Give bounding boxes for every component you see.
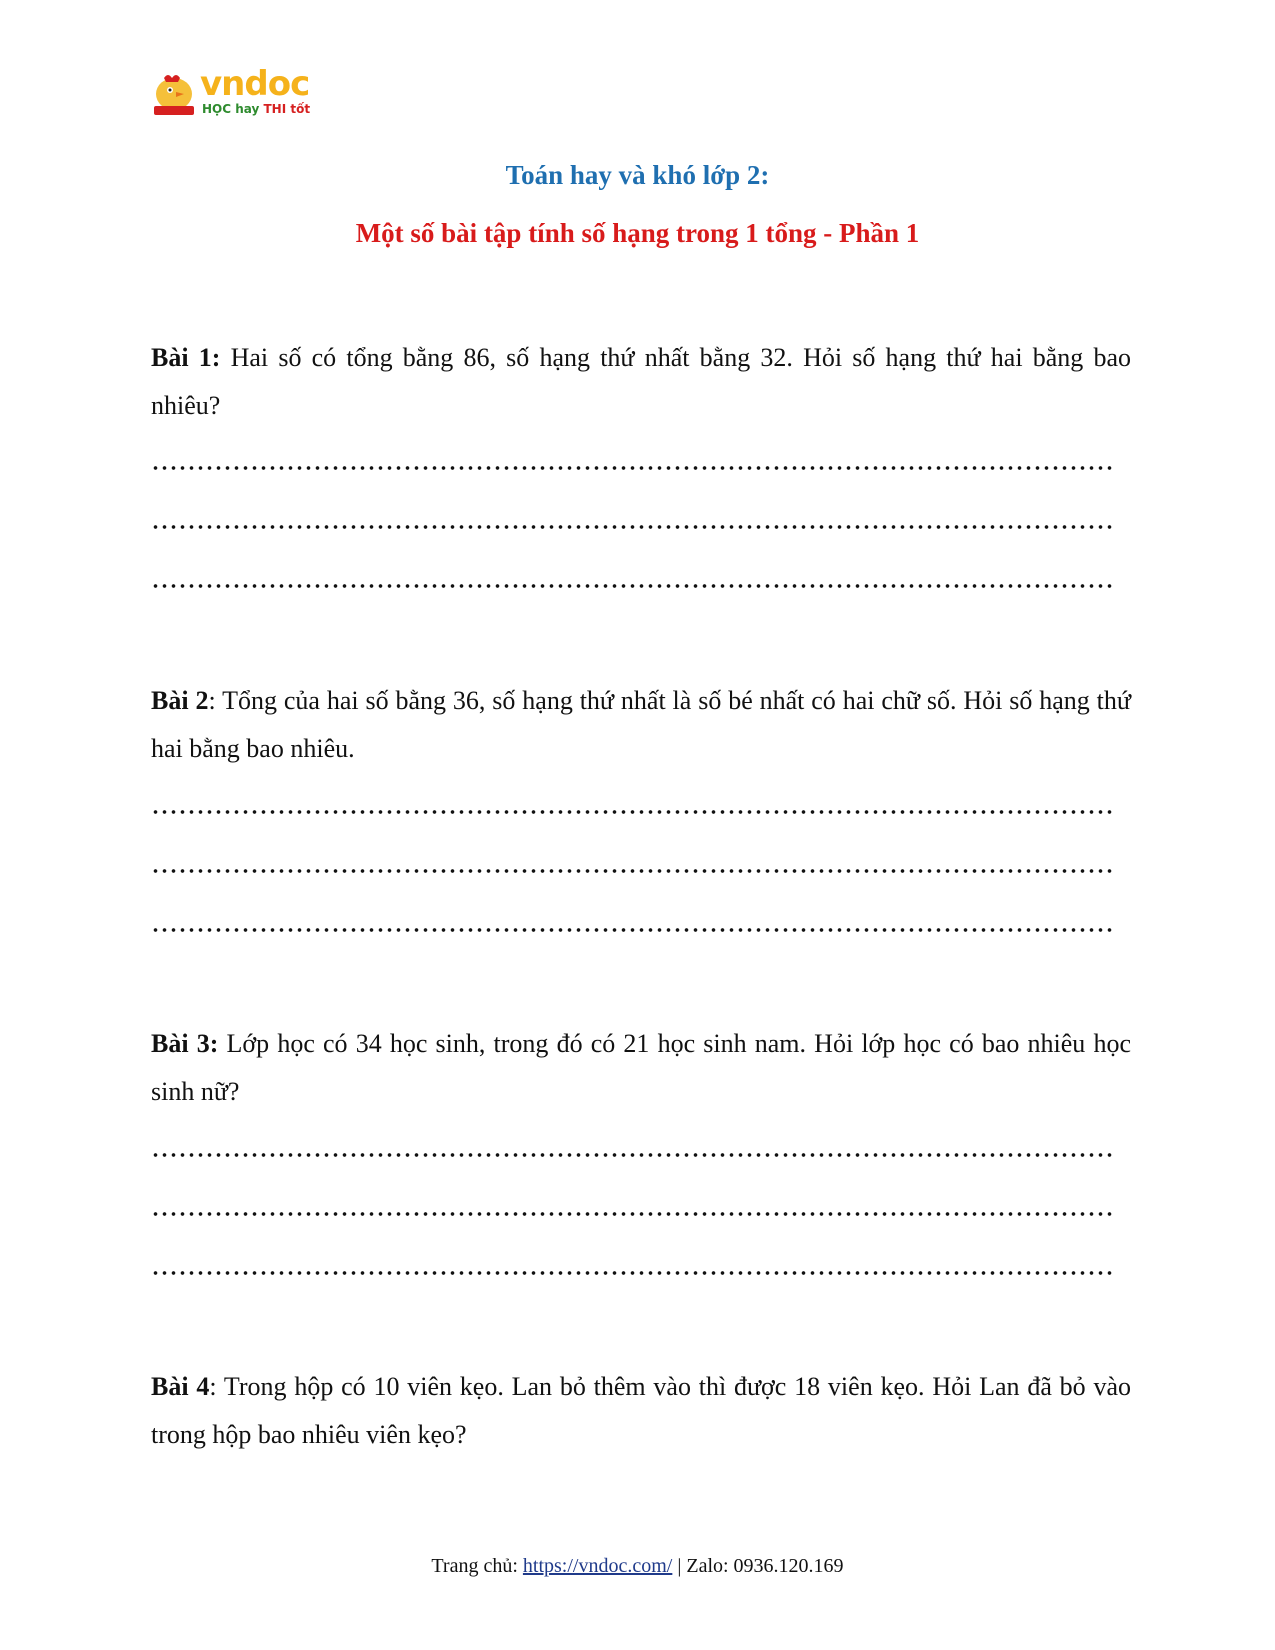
homepage-link[interactable]: https://vndoc.com/ (522, 1555, 673, 1577)
page-footer (0, 1555, 1275, 1578)
exercise-text: : Trong hộp có 10 viên kẹo. Lan bỏ thêm vào thì được 18 viên kẹo. Hỏi Lan đã bỏ vào trong hộp bao nhiêu viên kẹo? (151, 1372, 1131, 1449)
exercise-2 (151, 677, 1131, 773)
chicken-mascot-icon (150, 72, 198, 118)
exercise-label: Bài 4 (151, 1372, 210, 1401)
logo-slogan: HỌC hay THI tốt (202, 102, 311, 116)
answer-line[interactable] (151, 1271, 1113, 1277)
exercise-label: Bài 3: (151, 1029, 219, 1058)
exercise-1 (151, 334, 1131, 430)
answer-line[interactable] (151, 869, 1113, 875)
exercise-label: Bài 1: (151, 343, 221, 372)
answer-line[interactable] (151, 525, 1113, 531)
answer-line[interactable] (151, 810, 1113, 816)
vndoc-logo (150, 64, 311, 122)
exercise-text: Hai số có tổng bằng 86, số hạng thứ nhất bằng 32. Hỏi số hạng thứ hai bằng bao nhiêu? (151, 343, 1131, 420)
footer-prefix: Trang chủ: (431, 1555, 523, 1577)
footer-zalo: | Zalo: 0936.120.169 (672, 1555, 844, 1577)
exercise-4 (151, 1363, 1131, 1459)
answer-line[interactable] (151, 466, 1113, 472)
answer-line[interactable] (151, 928, 1113, 934)
exercise-text: Lớp học có 34 học sinh, trong đó có 21 học sinh nam. Hỏi lớp học có bao nhiêu học sinh nữ? (151, 1029, 1131, 1106)
exercise-text: : Tổng của hai số bằng 36, số hạng thứ nhất là số bé nhất có hai chữ số. Hỏi số hạng thứ hai bằng bao nhiêu. (151, 686, 1131, 763)
answer-line[interactable] (151, 1212, 1113, 1218)
exercise-3 (151, 1020, 1131, 1116)
exercise-label: Bài 2 (151, 686, 209, 715)
logo-brand: vndoc (200, 64, 310, 104)
page-subtitle: Một số bài tập tính số hạng trong 1 tổng - Phần 1 (355, 218, 920, 248)
answer-line[interactable] (151, 584, 1113, 590)
page-title: Toán hay và khó lớp 2: (505, 160, 770, 190)
answer-line[interactable] (151, 1153, 1113, 1159)
